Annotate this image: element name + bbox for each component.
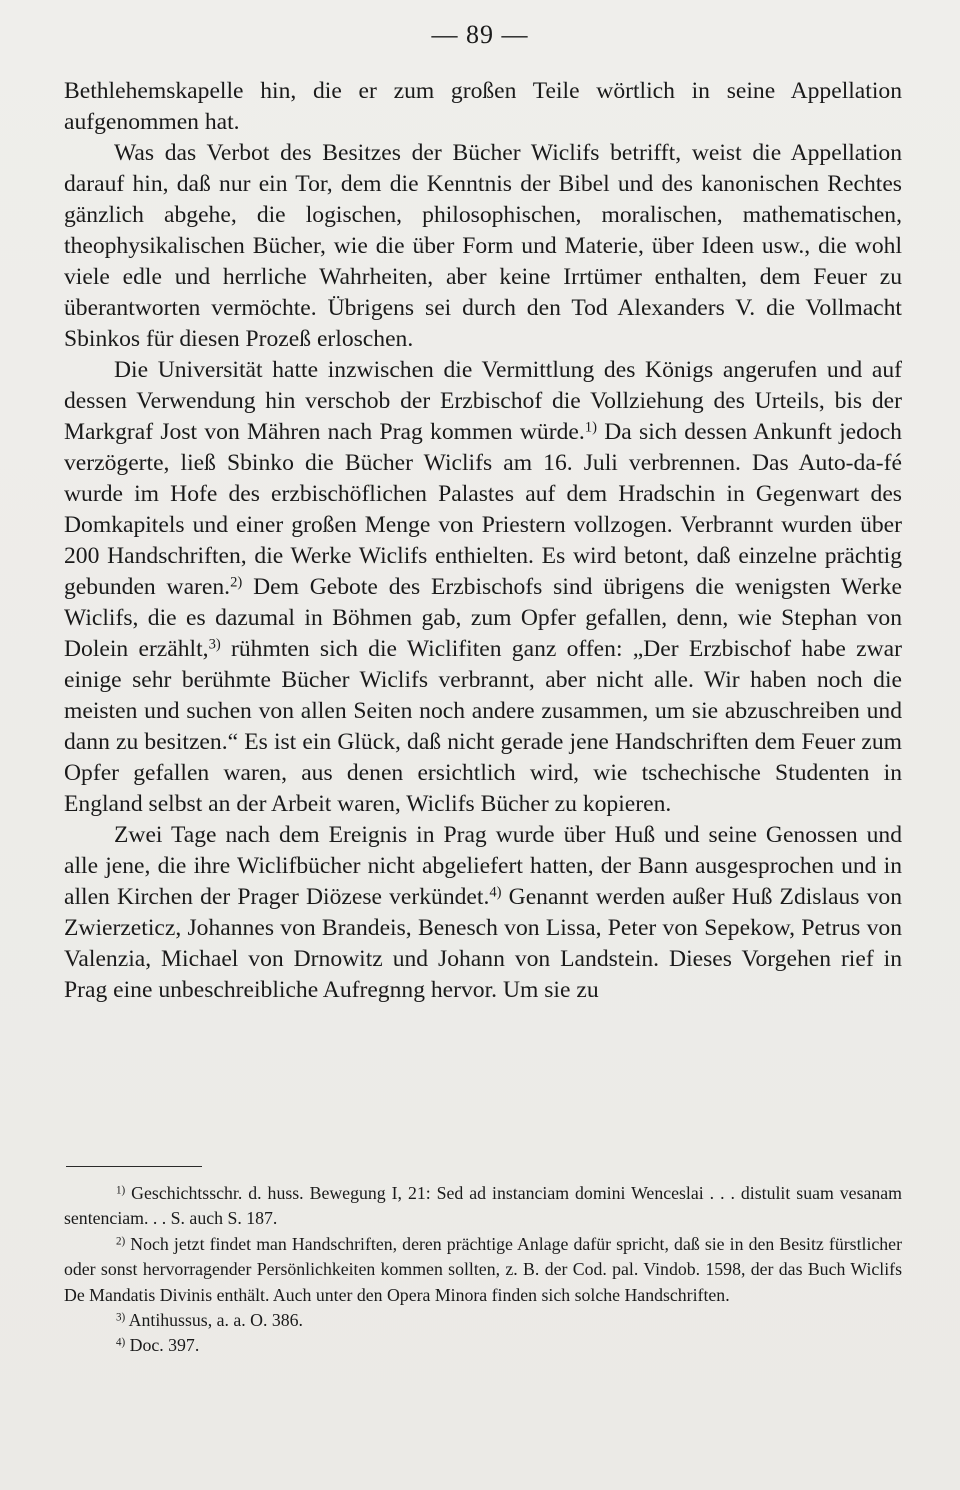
paragraph-text: Bethlehemskapelle hin, die er zum großen Teile wörtlich in seine Appellation aufgenommen hat.	[64, 78, 902, 135]
footnote-mark: 2)	[116, 1235, 126, 1248]
paragraph-wiclif-books	[64, 138, 902, 355]
paragraph-text: Genannt werden außer Huß Zdislaus von Zwierzeticz, Johannes von Brandeis, Benesch von Lissa, Peter von Sepekow, Petrus von Valenzia, Michael von Drnowitz und Johann von Landstein. Dieses Vorgehen rief in Prag eine unbeschreibliche Aufregnng hervor. Um sie zu	[64, 884, 902, 1003]
footnote-2	[64, 1232, 902, 1308]
footnote-ref-1[interactable]: 1)	[584, 419, 597, 436]
page-number: — 89 —	[431, 20, 529, 49]
paragraph-text: Zwei Tage nach dem Ereignis in Prag wurde über Huß und seine Genossen und alle jene, die ihre Wiclifbücher nicht abgeliefert hatten, der Bann ausgesprochen und in allen Kirchen der Prager Diözese verkündet.	[64, 822, 902, 910]
footnote-ref-4[interactable]: 4)	[489, 884, 502, 901]
footnote-4	[64, 1333, 902, 1358]
footnote-ref-3[interactable]: 3)	[208, 636, 221, 653]
footnote-text: Geschichtsschr. d. huss. Bewegung I, 21: Sed ad instanciam domini Wenceslai . . . distulit suam vesanam sentenciam. . . S. auch S. 187.	[64, 1183, 902, 1229]
paragraph-text: Was das Verbot des Besitzes der Bücher Wiclifs betrifft, weist die Appellation darauf hin, daß nur ein Tor, dem die Kenntnis der Bibel und des kanonischen Rechtes gänzlich abgehe, die logischen, philosophischen, moralischen, mathematischen, theophysikalischen Bücher, wie die über Form und Materie, über Ideen usw., die wohl viele edle und herrliche Wahrheiten, aber keine Irrtümer enthalten, dem Feuer zu überantworten vermöchte. Übrigens sei durch den Tod Alexanders V. die Vollmacht Sbinkos für diesen Prozeß erloschen.	[64, 140, 902, 352]
footnote-3	[64, 1308, 902, 1333]
paragraph-text: Da sich dessen Ankunft jedoch verzögerte, ließ Sbinko die Bücher Wiclifs am 16. Juli verbrennen. Das Auto-da-fé wurde im Hofe des erzbischöflichen Palastes auf dem Hradschin in Gegenwart des Domkapitels und einer großen Menge von Priestern vollzogen. Verbrannt wurden über 200 Handschriften, die Werke Wiclifs enthielten. Es wird betont, daß einzelne prächtig gebunden waren.	[64, 419, 902, 600]
footnote-text: Doc. 397.	[129, 1335, 200, 1356]
footnote-text: Antihussus, a. a. O. 386.	[128, 1310, 304, 1331]
footnotes	[64, 1181, 902, 1359]
paragraph-text: rühmten sich die Wiclifiten ganz offen: „Der Erzbischof habe zwar einige sehr berühmte Bücher Wiclifs verbrannt, aber nicht alle. Wir haben noch die meisten und suchen von allen Seiten noch andere zusammen, um sie abzuschreiben und dann zu besitzen.“ Es ist ein Glück, daß nicht gerade jene Handschriften dem Feuer zum Opfer gefallen waren, aus denen ersichtlich wird, wie tschechische Studenten in England selbst an der Arbeit waren, Wiclifs Bücher zu kopieren.	[64, 636, 902, 817]
main-text	[64, 76, 902, 1006]
paragraph-ban	[64, 820, 902, 1006]
footnote-1	[64, 1181, 902, 1232]
footnote-mark: 3)	[116, 1311, 126, 1324]
paragraph-text: Dem Gebote des Erzbischofs sind übrigens die wenigsten Werke Wiclifs, die es dazumal in Böhmen gab, zum Opfer gefallen, denn, wie Stephan von Dolein erzählt,	[64, 574, 902, 662]
paragraph-text: Die Universität hatte inzwischen die Vermittlung des Königs angerufen und auf dessen Verwendung hin verschob der Erzbischof die Vollziehung des Urteils, bis der Markgraf Jost von Mähren nach Prag kommen würde.	[64, 357, 902, 445]
paragraph-continuation	[64, 76, 902, 138]
footnote-ref-2[interactable]: 2)	[230, 574, 243, 591]
paragraph-university	[64, 355, 902, 820]
footnote-mark: 4)	[116, 1336, 126, 1349]
footnote-divider	[66, 1166, 202, 1167]
footnote-text: Noch jetzt findet man Handschriften, deren prächtige Anlage dafür spricht, daß sie in den Besitz fürstlicher oder sonst hervorragender Persönlichkeiten kommen sollten, z. B. der Cod. pal. Vindob. 1598, der das Buch Wiclifs De Mandatis Divinis enthält. Auch unter den Opera Minora finden sich solche Handschriften.	[64, 1233, 902, 1305]
footnote-mark: 1)	[116, 1184, 126, 1197]
